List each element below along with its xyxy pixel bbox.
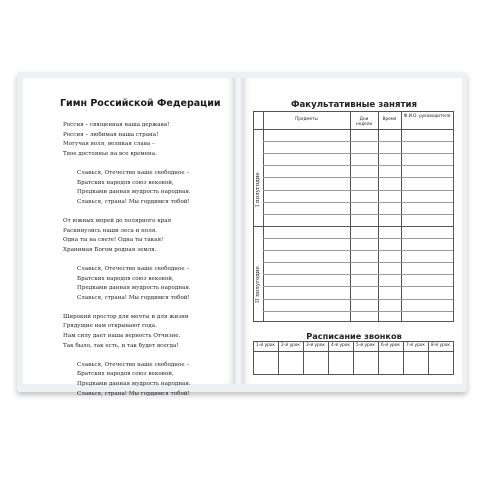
anthem-line: От южных морей до полярного края [63,217,172,224]
table-rule [253,111,254,321]
bell-lesson-header: 1-й урок [256,343,275,348]
table-rule [263,165,453,166]
table-rule [253,226,453,227]
column-header: Предметы [295,116,318,121]
table-rule [263,299,453,300]
anthem-line: Славься, страна! Мы гордимся тобой! [77,294,190,301]
bell-lesson-header: 2-й урок [281,343,300,348]
bell-lesson-header: 6-й урок [381,343,400,348]
anthem-line: Славься, Отечество наше свободное – [77,169,190,176]
table-rule [378,111,379,321]
table-rule [253,129,453,130]
table-rule [453,341,454,374]
table-rule [453,111,454,321]
table-rule [263,274,453,275]
anthem-line: Раскинулись наши леса и поля. [63,227,158,234]
bell-lesson-header: 8-й урок [431,343,450,348]
bell-lesson-header: 3-й урок [306,343,325,348]
electives-title: Факультативные занятия [290,100,417,110]
anthem-line: Братских народов союз вековой, [77,275,174,282]
anthem-line: Так было, так есть, и так будет всегда! [63,342,179,349]
anthem-line: Славься, страна! Мы гордимся тобой! [77,198,190,205]
half-year-label: II полугодие [255,265,261,303]
anthem-line: Россия – священная наша держава! [63,122,170,128]
table-rule [263,286,453,287]
anthem-line: Одна ты на свете! Одна ты такая! [63,237,164,244]
anthem-chorus [63,265,223,303]
anthem-line: Твое достоянье на все времена. [63,150,157,157]
anthem-chorus [63,169,223,207]
anthem-line: Хранимая Богом родная земля. [63,246,157,253]
table-rule [401,111,402,321]
half-year-label: I полугодие [255,171,261,207]
table-rule [263,238,453,239]
anthem-line: Предками данная мудрость народная. [77,381,191,388]
table-rule [253,321,454,322]
bells-table [253,341,453,374]
bell-lesson-header: 5-й урок [356,343,375,348]
electives-table [253,111,453,321]
anthem-line: Предками данная мудрость народная. [77,285,191,292]
anthem-line: Предками данная мудрость народная. [77,189,191,196]
anthem-line: Грядущие нам открывают года. [63,323,157,330]
anthem-line: Братских народов союз вековой, [77,179,174,186]
anthem-title: Гимн Российской Федерации [60,98,221,109]
anthem-line: Славься, Отечество наше свободное – [77,361,190,368]
table-rule [263,250,453,251]
table-rule [263,177,453,178]
table-rule [263,202,453,203]
table-rule [263,214,453,215]
table-rule [263,262,453,263]
table-rule [253,111,453,112]
table-rule [263,111,264,321]
anthem-line: Славься, страна! Мы гордимся тобой! [77,390,190,397]
anthem-verse [63,121,223,159]
notebook-spine [233,78,244,384]
bell-lesson-header: 7-й урок [406,343,425,348]
anthem-line: Нам силу дает наша верность Отчизне. [63,333,181,340]
table-rule [263,311,453,312]
anthem-line: Широкий простор для мечты и для жизни [63,313,189,320]
bells-title: Расписание звонков [306,331,402,341]
table-rule [263,153,453,154]
table-rule [263,190,453,191]
anthem-line: Славься, Отечество наше свободное – [77,265,190,272]
table-rule [253,374,454,375]
column-header: Время [382,116,397,121]
bell-lesson-header: 4-й урок [331,343,350,348]
anthem-line: Братских народов союз вековой, [77,371,174,378]
anthem-line: Россия – любимая наша страна! [63,131,159,138]
table-rule [350,111,351,321]
table-rule [263,141,453,142]
anthem-verse [63,313,223,351]
anthem-line: Могучая воля, великая слава – [63,141,155,148]
anthem-text [63,121,223,409]
column-header: Ф.И.О. руководителя [403,113,451,118]
column-header: Дни недели [355,116,373,126]
anthem-chorus [63,361,223,399]
anthem-verse [63,217,223,255]
